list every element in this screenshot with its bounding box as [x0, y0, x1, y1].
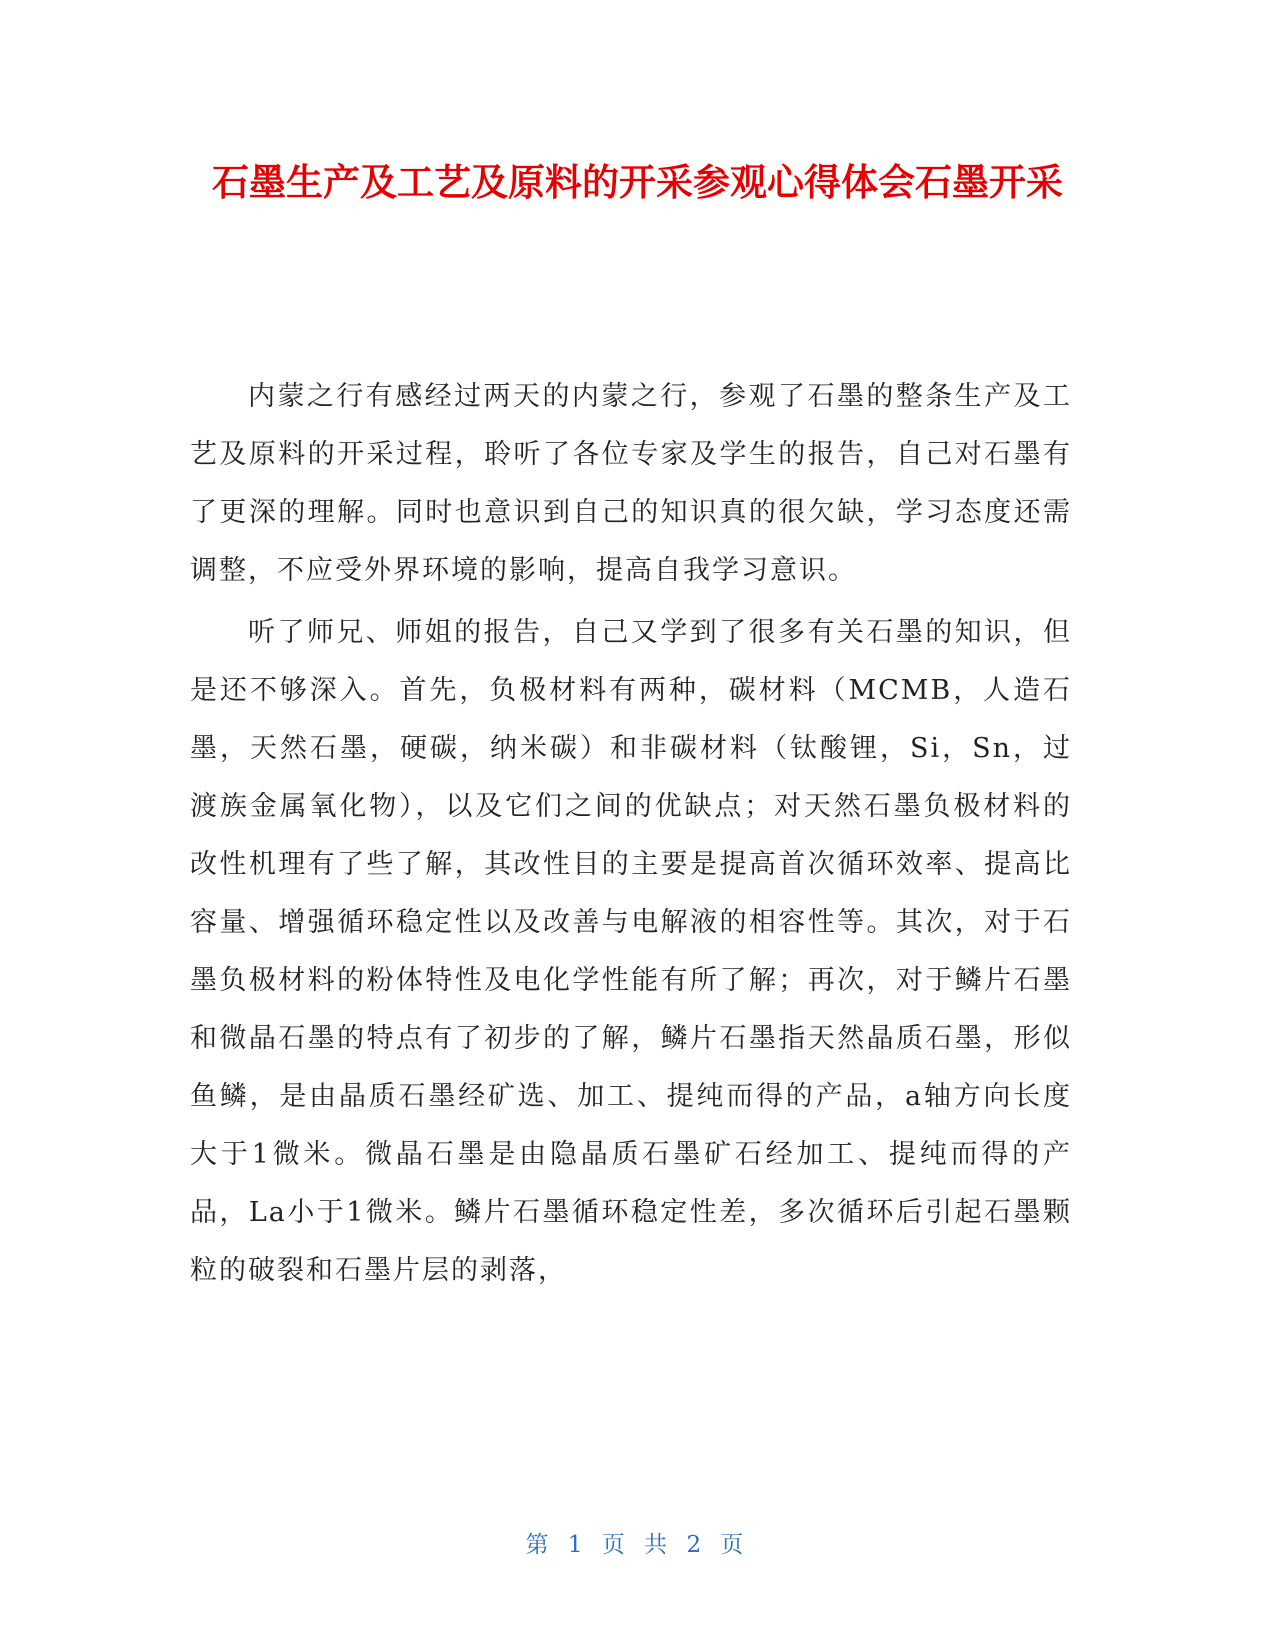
paragraph-2: 听了师兄、师姐的报告，自己又学到了很多有关石墨的知识，但是还不够深入。首先，负极材料有两种，碳材料（MCMB，人造石墨，天然石墨，硬碳，纳米碳）和非碳材料（钛酸锂，Si，Sn，过渡族金属氧化物），以及它们之间的优缺点；对天然石墨负极材料的改性机理有了些了解，其改性目的主要是提高首次循环效率、提高比容量、增强循环稳定性以及改善与电解液的相容性等。其次，对于石墨负极材料的粉体特性及电化学性能有所了解；再次，对于鳞片石墨和微晶石墨的特点有了初步的了解，鳞片石墨指天然晶质石墨，形似鱼鳞，是由晶质石墨经矿选、加工、提纯而得的产品，a轴方向长度大于1微米。微晶石墨是由隐晶质石墨矿石经加工、提纯而得的产品，La小于1微米。鳞片石墨循环稳定性差，多次循环后引起石墨颗粒的破裂和石墨片层的剥落，	[190, 617, 1072, 1286]
page-number-footer: 第 1 页 共 2 页	[525, 1532, 750, 1558]
document-body	[190, 368, 1072, 1304]
document-title: 石墨生产及工艺及原料的开采参观心得体会石墨开采	[212, 161, 1063, 204]
paragraph-1: 内蒙之行有感经过两天的内蒙之行，参观了石墨的整条生产及工艺及原料的开采过程，聆听了各位专家及学生的报告，自己对石墨有了更深的理解。同时也意识到自己的知识真的很欠缺，学习态度还需调整，不应受外界环境的影响，提高自我学习意识。	[190, 381, 1072, 586]
